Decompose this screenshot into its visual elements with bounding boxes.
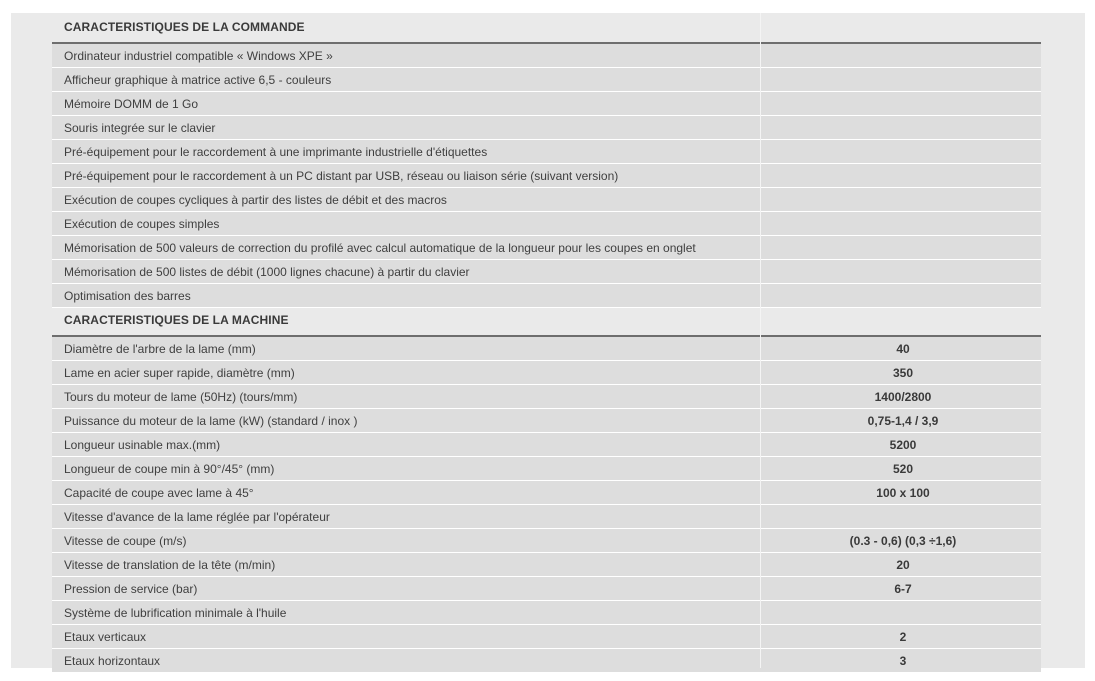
- spec-row: [52, 553, 1041, 577]
- spec-row: [52, 164, 1041, 188]
- spec-label: Longueur de coupe min à 90°/45° (mm): [64, 462, 275, 476]
- spec-label: Exécution de coupes simples: [64, 217, 220, 231]
- spec-label: Mémorisation de 500 listes de débit (1000 lignes chacune) à partir du clavier: [64, 265, 470, 279]
- spec-value: 1400/2800: [874, 390, 932, 404]
- spec-label: Etaux horizontaux: [64, 654, 161, 668]
- spec-label: Ordinateur industriel compatible « Windows XPE »: [64, 49, 333, 63]
- spec-value: 100 x 100: [876, 486, 930, 500]
- spec-value: 40: [896, 342, 910, 356]
- spec-row: [52, 337, 1041, 361]
- spec-row: [52, 577, 1041, 601]
- spec-row: [52, 188, 1041, 212]
- spec-row: [52, 116, 1041, 140]
- section-header-commande: [52, 13, 1041, 44]
- spec-row: [52, 385, 1041, 409]
- spec-row: [52, 481, 1041, 505]
- spec-value: 2: [899, 630, 907, 644]
- spec-label: Vitesse d'avance de la lame réglée par l'opérateur: [64, 510, 330, 524]
- spec-label: Etaux verticaux: [64, 630, 147, 644]
- spec-label: Vitesse de translation de la tête (m/min): [64, 558, 276, 572]
- spec-label: Lame en acier super rapide, diamètre (mm): [64, 366, 295, 380]
- spec-value: 0,75-1,4 / 3,9: [867, 414, 939, 428]
- spec-label: Système de lubrification minimale à l'huile: [64, 606, 287, 620]
- spec-row: [52, 529, 1041, 553]
- spec-value: 3: [899, 654, 907, 668]
- spec-label: Pré-équipement pour le raccordement à un PC distant par USB, réseau ou liaison série (suivant version): [64, 169, 619, 183]
- spec-label: Diamètre de l'arbre de la lame (mm): [64, 342, 256, 356]
- spec-label: Tours du moteur de lame (50Hz) (tours/mm): [64, 390, 298, 404]
- section-commande: [52, 13, 1041, 308]
- spec-label: Vitesse de coupe (m/s): [64, 534, 187, 548]
- spec-row: [52, 260, 1041, 284]
- spec-value: 5200: [889, 438, 917, 452]
- spec-row: [52, 140, 1041, 164]
- spec-label: Puissance du moteur de la lame (kW) (standard / inox ): [64, 414, 358, 428]
- spec-row: [52, 409, 1041, 433]
- section-title: CARACTERISTIQUES DE LA COMMANDE: [64, 20, 305, 34]
- spec-row: [52, 68, 1041, 92]
- spec-label: Pré-équipement pour le raccordement à une imprimante industrielle d'étiquettes: [64, 145, 488, 159]
- spec-label: Mémorisation de 500 valeurs de correction du profilé avec calcul automatique de la longueur pour les coupes en onglet: [64, 241, 696, 255]
- spec-value: 20: [896, 558, 910, 572]
- spec-label: Souris integrée sur le clavier: [64, 121, 216, 135]
- spec-row: [52, 361, 1041, 385]
- spec-row: [52, 92, 1041, 116]
- spec-row: [52, 44, 1041, 68]
- spec-row: [52, 284, 1041, 308]
- spec-row: [52, 601, 1041, 625]
- column-divider: [760, 13, 761, 668]
- spec-label: Optimisation des barres: [64, 289, 191, 303]
- spec-label: Mémoire DOMM de 1 Go: [64, 97, 199, 111]
- spec-row: [52, 433, 1041, 457]
- spec-row: [52, 457, 1041, 481]
- spec-label: Longueur usinable max.(mm): [64, 438, 221, 452]
- spec-value: 6-7: [894, 582, 912, 596]
- spec-label: Exécution de coupes cycliques à partir des listes de débit et des macros: [64, 193, 447, 207]
- spec-row: [52, 212, 1041, 236]
- spec-row: [52, 505, 1041, 529]
- spec-row: [52, 625, 1041, 649]
- section-title: CARACTERISTIQUES DE LA MACHINE: [64, 313, 289, 327]
- spec-value: 520: [892, 462, 914, 476]
- spec-value: (0.3 - 0,6) (0,3 ÷1,6): [849, 534, 957, 548]
- section-machine: [52, 306, 1041, 673]
- spec-label: Pression de service (bar): [64, 582, 198, 596]
- spec-label: Afficheur graphique à matrice active 6,5 - couleurs: [64, 73, 332, 87]
- spec-value: 350: [892, 366, 914, 380]
- spec-label: Capacité de coupe avec lame à 45°: [64, 486, 254, 500]
- spec-row: [52, 236, 1041, 260]
- section-header-machine: [52, 306, 1041, 337]
- spec-row: [52, 649, 1041, 673]
